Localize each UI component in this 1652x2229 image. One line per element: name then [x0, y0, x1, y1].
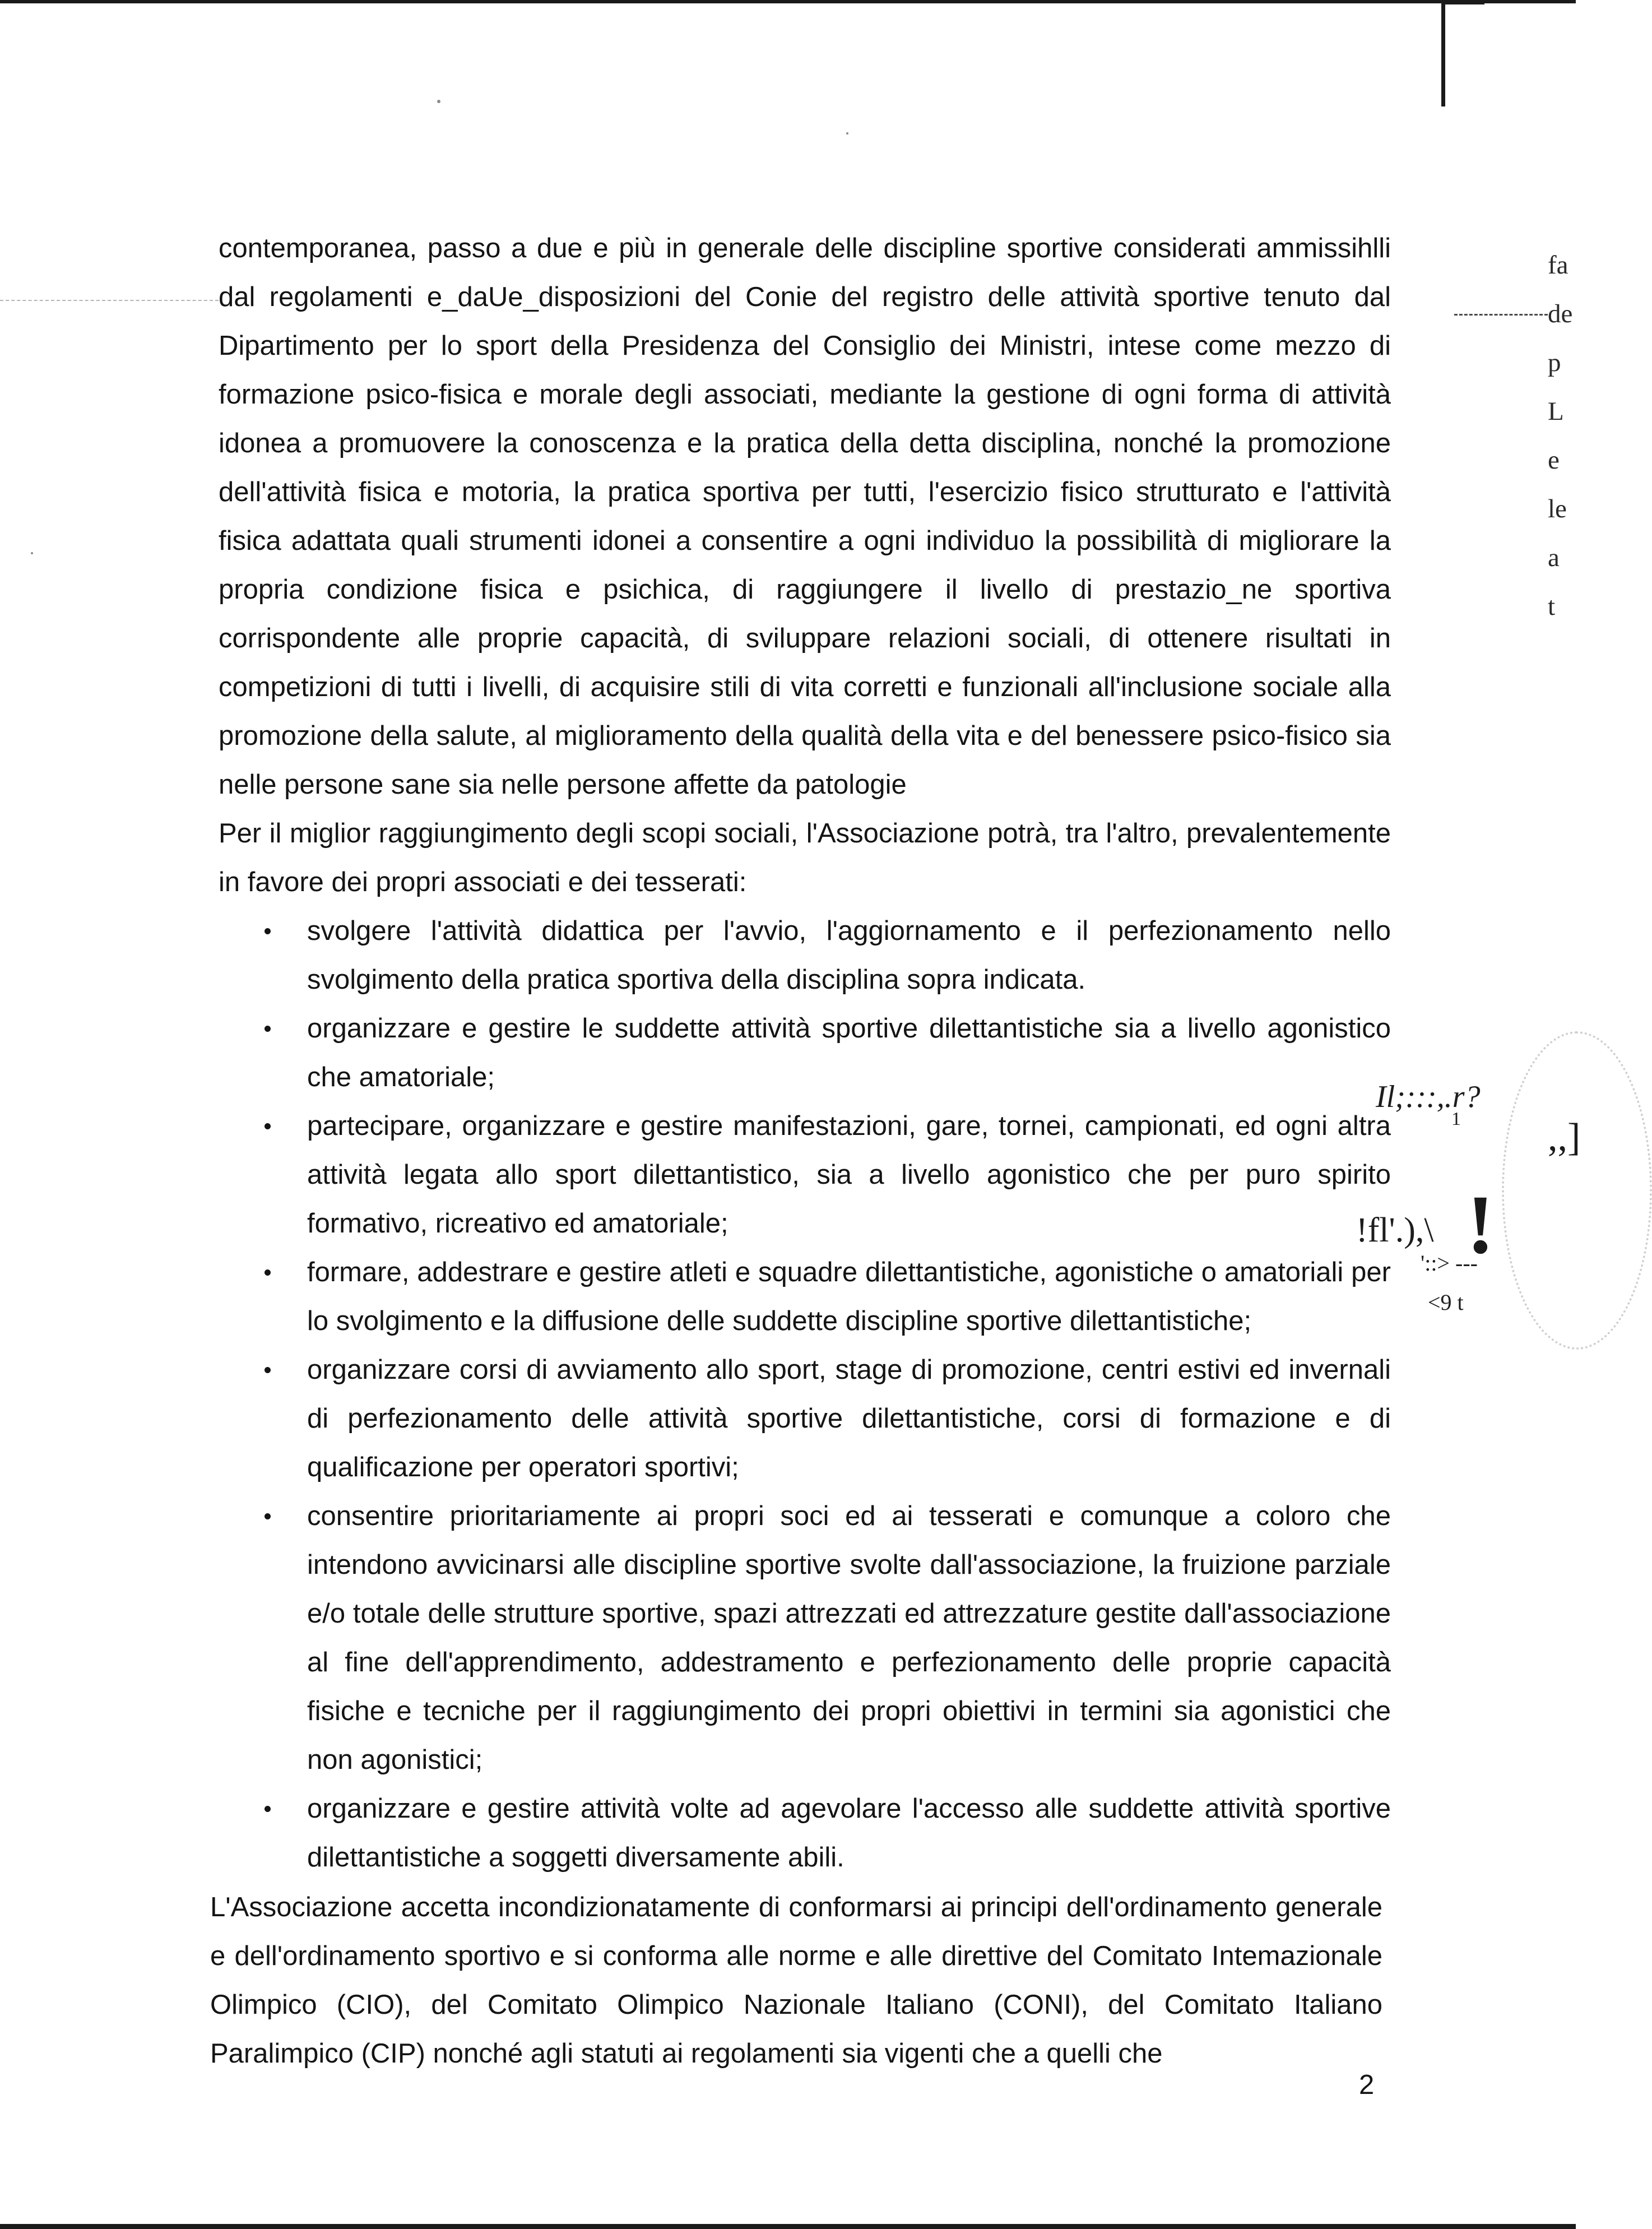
bullet-icon [264, 1026, 271, 1032]
stamp-fragment: '::> --- [1421, 1250, 1478, 1276]
list-item-text: consentire prioritariamente ai propri soci ed ai tesserati e comunque a coloro che intendono avvicinarsi alle discipline sportive svolte dall'associazione, la fruizione parziale e/o totale delle strutture sportive, spazi attrezzati ed attrezzature gestite dall'associazione al fine dell'apprendimento, addestramento e perfezionamento delle proprie capacità fisiche e tecniche per il raggiungimento dei propri obiettivi in termini sia agonistici che non agonistici; [307, 1501, 1391, 1775]
page-bottom-border [0, 2224, 1576, 2229]
margin-fragment: t [1548, 592, 1556, 621]
binding-mark [1441, 0, 1445, 106]
list-item [219, 1492, 1391, 1785]
list-item [219, 1248, 1391, 1346]
list-item-text: organizzare corsi di avviamento allo sport, stage di promozione, centri estivi ed invernali di perfezionamento delle attività sportive dilettantistiche, corsi di formazione e di qualificazione per operatori sportivi; [307, 1355, 1391, 1482]
page-top-border [0, 0, 1576, 3]
stamp-fragment: 1 [1451, 1109, 1461, 1129]
bullet-icon [264, 1806, 271, 1812]
margin-fragment: p [1548, 348, 1561, 377]
binding-mark-top [1445, 0, 1484, 4]
adjacent-page-margin [1548, 241, 1576, 631]
bullet-icon [264, 1513, 271, 1519]
margin-fragment: e [1548, 446, 1560, 475]
list-item [219, 1004, 1391, 1102]
margin-fragment: fa [1548, 251, 1569, 280]
bullet-icon [264, 1367, 271, 1373]
margin-fragment: de [1548, 299, 1573, 328]
stamp-fragment: Il;:::,.r? [1376, 1079, 1481, 1114]
scan-artifact-dash [0, 300, 219, 301]
list-item-text: svolgere l'attività didattica per l'avvio, l'aggiornamento e il perfezionamento nello svolgimento della pratica sportiva della disciplina sopra indicata. [307, 916, 1391, 995]
list-item-text: organizzare e gestire le suddette attività sportive dilettantistiche sia a livello agonistico che amatoriale; [307, 1013, 1391, 1092]
page-number: 2 [1359, 2070, 1375, 2100]
margin-fragment: L [1548, 397, 1564, 426]
closing-paragraph: L'Associazione accetta incondizionatamente di conformarsi ai principi dell'ordinamento generale e dell'ordinamento sportivo e si conforma alle norme e alle direttive del Comitato Intemazionale Olimpico (CIO), del Comitato Olimpico Nazionale Italiano (CONI), del Comitato Italiano Paralimpico (CIP) nonché agli statuti ai regolamenti sia vigenti che a quelli che [210, 1892, 1382, 2069]
margin-fragment: le [1548, 494, 1567, 523]
list-item [219, 1785, 1391, 1882]
stamp-mark: ,,] [1548, 1116, 1581, 1159]
margin-fragment: a [1548, 543, 1560, 572]
activities-list [219, 907, 1391, 1882]
stamp-fragment: <9 t [1428, 1290, 1464, 1315]
list-item [219, 1346, 1391, 1492]
list-item [219, 1102, 1391, 1248]
intro-paragraph: Per il miglior raggiungimento degli scopi sociali, l'Associazione potrà, tra l'altro, prevalentemente in favore dei propri associati e dei tesserati: [219, 818, 1391, 897]
list-item-text: organizzare e gestire attività volte ad agevolare l'accesso alle suddette attività sportive dilettantistiche a soggetti diversamente abili. [307, 1794, 1391, 1873]
list-item-text: partecipare, organizzare e gestire manifestazioni, gare, tornei, campionati, ed ogni altra attività legata allo sport dilettantistico, sia a livello agonistico che per puro spirito formativo, ricreativo ed amatoriale; [307, 1111, 1391, 1239]
bullet-icon [264, 1123, 271, 1129]
scan-speck [846, 132, 848, 135]
stamp-seal-outline [1502, 1031, 1652, 1350]
scan-speck [437, 100, 440, 103]
scan-speck [31, 552, 33, 554]
bullet-icon [264, 1269, 271, 1276]
opening-paragraph: contemporanea, passo a due e più in generale delle discipline sportive considerati ammissihlli dal regolamenti e_daUe_disposizioni del Conie del registro delle attività sportive tenuto dal Dipartimento per lo sport della Presidenza del Consiglio dei Ministri, intese come mezzo di formazione psico-fisica e morale degli associati, mediante la gestione di ogni forma di attività idonea a promuovere la conoscenza e la pratica della detta disciplina, nonché la promozione dell'attività fisica e motoria, la pratica sportiva per tutti, l'esercizio fisico strutturato e l'attività fisica adattata quali strumenti idonei a consentire a ogni individuo la possibilità di migliorare la propria condizione fisica e psichica, di raggiungere il livello di prestazio_ne sportiva corrispondente alle proprie capacità, di sviluppare relazioni sociali, di ottenere risultati in competizioni di tutti i livelli, di acquisire stili di vita corretti e funzionali all'inclusione sociale alla promozione della salute, al miglioramento della qualità della vita e del benessere psico-fisico sia nelle persone sane sia nelle persone affette da patologie [219, 233, 1391, 800]
stamp-exclamation-mark: ! [1467, 1178, 1495, 1271]
list-item-text: formare, addestrare e gestire atleti e squadre dilettantistiche, agonistiche o amatoriali per lo svolgimento e la diffusione delle suddette discipline sportive dilettantistiche; [307, 1257, 1391, 1336]
document-body [219, 224, 1391, 1882]
stamp-fragment: !fl'.),\ [1356, 1211, 1434, 1249]
list-item [219, 907, 1391, 1004]
bullet-icon [264, 928, 271, 934]
adjacent-page-dash [1454, 314, 1548, 316]
